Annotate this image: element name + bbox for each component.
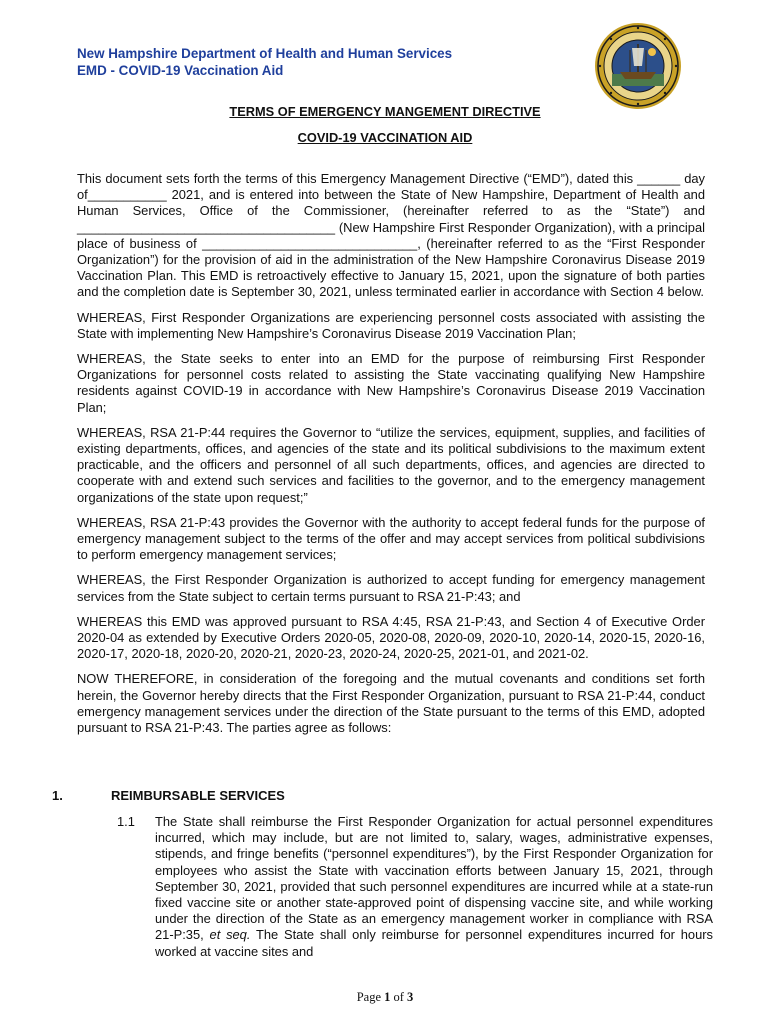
whereas-paragraph: WHEREAS this EMD was approved pursuant to RSA 4:45, RSA 21-P:43, and Section 4 of Executive Order 2020-04 as extended by Executive Orders 2020-05, 2020-08, 2020-09, 2020-10, 2020-14, 2020-15, 2020-16, 2020-17, 2020-18, 2020-20, 2020-21, 2020-23, 2020-24, 2020-25, 2021-01, and 2021-02. [77, 613, 705, 662]
state-seal-icon [594, 22, 682, 110]
document-header [77, 45, 452, 79]
of-label: of [393, 990, 404, 1004]
page-number: 1 [384, 990, 391, 1004]
page-total: 3 [407, 990, 414, 1004]
whereas-paragraph: WHEREAS, the First Responder Organization is authorized to accept funding for emergency management services from the State subject to certain terms pursuant to RSA 21-P:43; and [77, 572, 705, 604]
header-department: New Hampshire Department of Health and Human Services [77, 46, 453, 61]
header-program: EMD - COVID-19 Vaccination Aid [77, 63, 284, 78]
document-subtitle: COVID-19 VACCINATION AID [297, 130, 473, 145]
subsection-number: 1.1 [117, 814, 135, 829]
subsection-text-part: The State shall only reimburse for personnel expenditures incurred for hours worked at vaccine sites and [155, 927, 713, 959]
document-body [77, 171, 705, 745]
subsection-text-part: The State shall reimburse the First Responder Organization for actual personnel expenditures incurred, which may include, but are not limited to, salary, wages, administrative expenses, stipends, and fringe benefits (“personnel expenditures”), by the First Responder Organization for employees who assist the State with vaccination efforts between January 15, 2021, through September 30, 2021, provided that such personnel expenditures are incurred while at a state-run fixed vaccine site or another state-approved point of dispensing vaccine site, and while working under the direction of the State as an emergency management worker in compliance with RSA 21-P:35, [155, 814, 713, 943]
now-therefore-paragraph: NOW THEREFORE, in consideration of the foregoing and the mutual covenants and conditions set forth herein, the Governor hereby directs that the First Responder Organization, pursuant to RSA 21-P:44, conduct emergency management services under the direction of the State pursuant to the terms of this EMD, adopted pursuant to RSA 21-P:43. The parties agree as follows: [77, 671, 705, 736]
intro-paragraph: This document sets forth the terms of this Emergency Management Directive (“EMD”), dated this ______ day of___________ 2021, and is entered into between the State of New Hampshire, Department of Health and Human Services, Office of the Commissioner, (hereinafter referred to as the “State”) and ____________________________________ (New Hampshire First Responder Organization), with a principal place of business of ______________________________, (hereinafter referred to as the “First Responder Organization”) for the provision of aid in the administration of the New Hampshire Coronavirus Disease 2019 Vaccination Plan. This EMD is retroactively effective to January 15, 2021, upon the signature of both parties and the completion date is September 30, 2021, unless terminated earlier in accordance with Section 4 below. [77, 171, 705, 300]
section-number: 1. [52, 788, 63, 803]
subsection-text [155, 814, 713, 960]
document-title: TERMS OF EMERGENCY MANGEMENT DIRECTIVE [229, 104, 541, 119]
page-footer [0, 990, 770, 1005]
whereas-paragraph: WHEREAS, First Responder Organizations are experiencing personnel costs associated with assisting the State with implementing New Hampshire’s Coronavirus Disease 2019 Vaccination Plan; [77, 309, 705, 341]
whereas-paragraph: WHEREAS, RSA 21-P:43 provides the Governor with the authority to accept federal funds for the purpose of emergency management subject to the terms of the offer and may accept services from political subdivisions to perform emergency management services; [77, 514, 705, 563]
subsection-text-italic: et seq. [209, 927, 251, 943]
whereas-paragraph: WHEREAS, RSA 21-P:44 requires the Governor to “utilize the services, equipment, supplies, and facilities of existing departments, offices, and agencies of the state and its political subdivisions to the maximum extent practicable, and the officers and personnel of all such departments, offices, and agencies are directed to cooperate with and extend such services and facilities to the governor, and to the emergency management organizations of the state upon request;” [77, 424, 705, 505]
page-label: Page [356, 990, 381, 1004]
section-title: REIMBURSABLE SERVICES [111, 788, 285, 803]
subsection [117, 814, 713, 960]
whereas-paragraph: WHEREAS, the State seeks to enter into an EMD for the purpose of reimbursing First Responder Organizations for personnel costs related to assisting the State vaccinating qualifying New Hampshire residents against COVID-19 in accordance with New Hampshire’s Coronavirus Disease 2019 Vaccination Plan; [77, 351, 705, 415]
